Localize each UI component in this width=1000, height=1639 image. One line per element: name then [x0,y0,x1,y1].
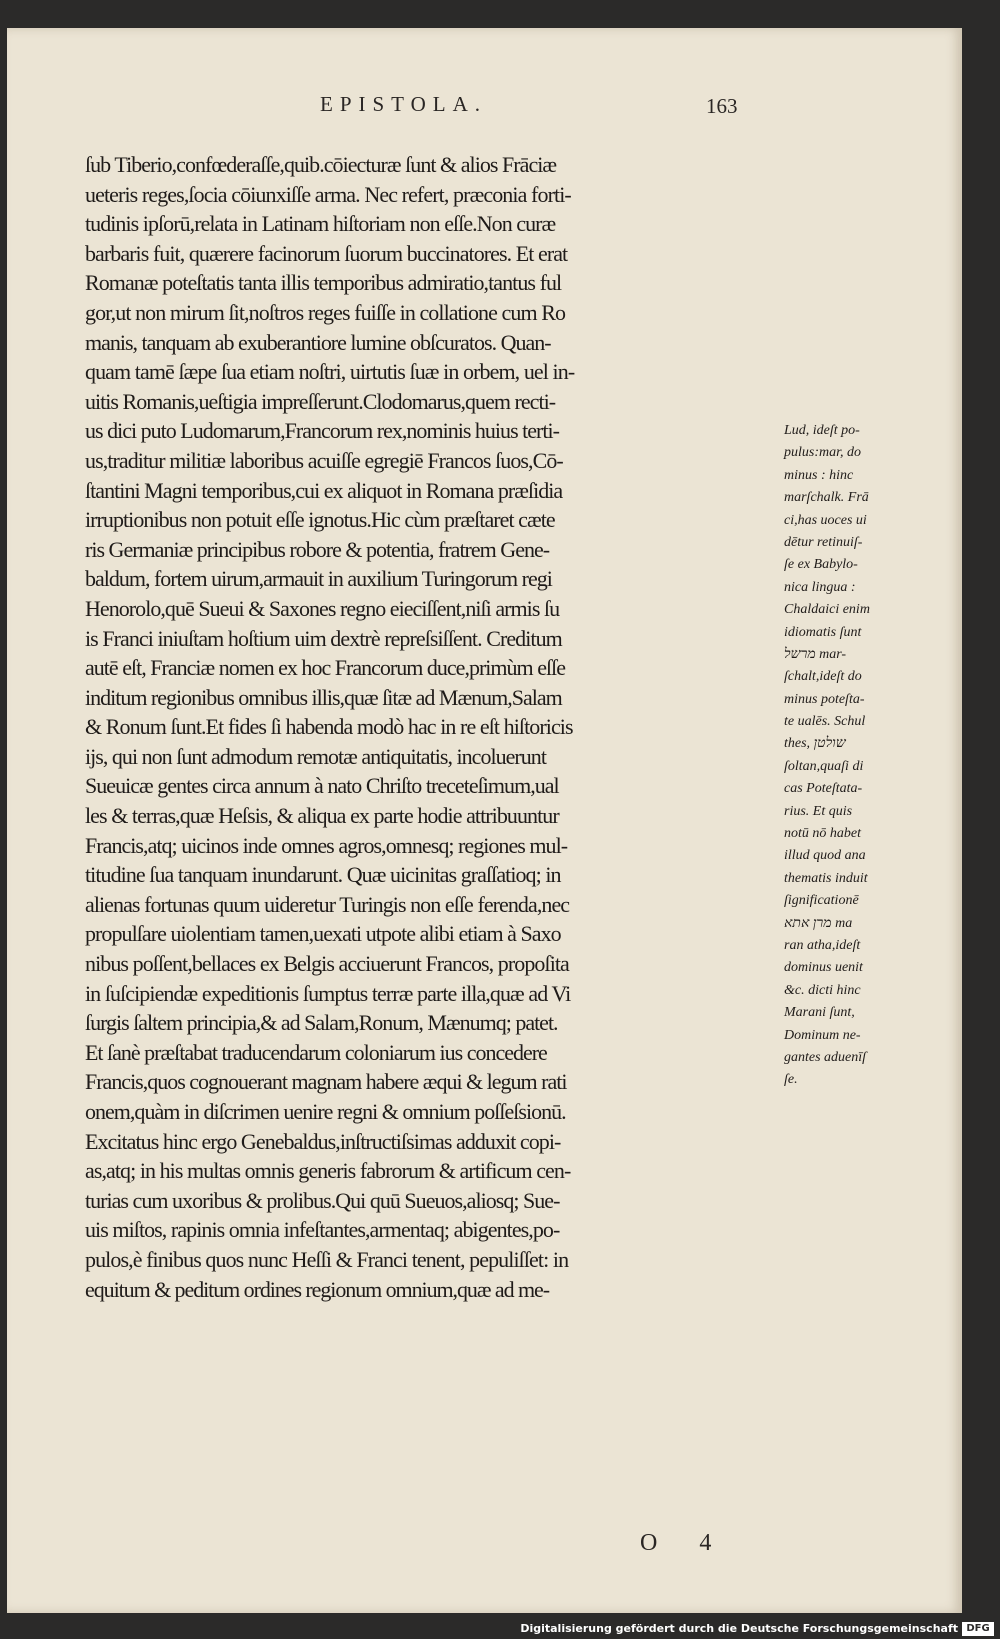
margin-note-line: gantes aduenīſ [784,1049,867,1065]
body-line: turias cum uxoribus & prolibus.Qui quū Sueuos,aliosq; Sue- [85,1187,560,1213]
body-line: tudinis ipſorū,relata in Latinam hiſtoriam non eſſe.Non curæ [85,211,556,237]
margin-note-line: ſe ex Babylo- [784,557,858,573]
margin-note-line: cas Poteſtata- [784,781,863,797]
body-line: uis miſtos, rapinis omnia infeſtantes,armentaq; abigentes,po- [85,1217,560,1243]
running-head-title: EPISTOLA. [320,92,488,116]
body-line: ueteris reges,ſocia cōiunxiſſe arma. Nec refert, præconia forti- [85,181,571,207]
body-line: Henorolo,quē Sueui & Saxones regno eieciſſent,niſi armis ſu [85,595,560,621]
margin-note-line: ſchalt,ideſt do [784,669,862,685]
margin-note-line: rius. Et quis [784,803,853,819]
margin-note-line: Marani ſunt, [784,1005,855,1021]
margin-note-line: ran atha,ideſt [784,937,861,953]
body-line: equitum & peditum ordines regionum omnium,quæ ad me- [85,1276,549,1302]
body-line: is Franci iniuſtam hoſtium uim dextrè repreſsiſſent. Creditum [85,625,562,651]
margin-note-line: minus : hinc [784,467,854,483]
margin-note-line: pulus:mar, do [784,445,862,461]
body-line: Sueuicæ gentes circa annum à nato Chriſto treceteſimum,ual [85,773,559,799]
body-line: uitis Romanis,ueſtigia impreſſerunt.Clodomarus,quem recti- [85,388,556,414]
signature-mark: O 4 [640,1530,730,1556]
footer-bar [0,1620,1000,1639]
margin-note-line: &c. dicti hinc [784,982,861,998]
body-line: autē eſt, Franciæ nomen ex hoc Francorum duce,primùm eſſe [85,655,565,681]
margin-note-line: idiomatis ſunt [784,624,862,640]
margin-note-line: Dominum ne- [784,1027,861,1043]
margin-note-line: thematis induit [784,870,868,886]
body-line: Francis,atq; uicinos inde omnes agros,omnesq; regiones mul- [85,832,568,858]
body-line: propulſare uiolentiam tamen,uexati utpote alibi etiam à Saxo [85,921,561,947]
margin-note [784,420,884,1092]
body-text [85,150,785,1304]
body-line: ſub Tiberio,confœderaſſe,quib.cōiecturæ ſunt & alios Frāciæ [85,152,557,177]
body-line: manis, tanquam ab exuberantiore lumine obſcuratos. Quan- [85,329,551,355]
body-line: les & terras,quæ Heſsis, & aliqua ex parte hodie attribuuntur [85,803,559,829]
margin-note-line: dētur retinuiſ- [784,534,863,550]
body-line: titudine ſua tanquam inundarunt. Quæ uicinitas graſſatioq; in [85,862,561,888]
body-line: & Ronum ſunt.Et fides ſi habenda modò hac in re eſt hiſtoricis [85,714,573,740]
margin-note-line: מרן אתא ma [784,915,853,931]
body-line: irruptionibus non potuit eſſe ignotus.Hic cùm præſtaret cæte [85,507,555,533]
margin-note-line: Chaldaici enim [784,602,870,618]
body-line: Francis,quos cognouerant magnam habere æqui & legum rati [85,1069,567,1095]
body-line: ris Germaniæ principibus robore & potentia, fratrem Gene- [85,536,550,562]
running-head [0,92,1000,122]
margin-note-line: ſignificationē [784,893,859,909]
body-line: us,traditur militiæ laboribus acuiſſe egregiē Francos ſuos,Cō- [85,447,563,473]
margin-note-line: te ualēs. Schul [784,714,866,730]
body-line: Et ſanè præſtabat traducendarum coloniarum ius concedere [85,1039,547,1065]
margin-note-line: thes, שולטן [784,736,846,752]
body-line: ſurgis ſaltem principia,& ad Salam,Ronum, Mænumq; patet. [85,1010,558,1036]
body-line: pulos,è finibus quos nunc Heſſi & Franci tenent, pepuliſſet: in [85,1246,569,1272]
margin-note-line: nica lingua : [784,579,856,595]
margin-note-line: ſe. [784,1072,798,1088]
margin-note-line: dominus uenit [784,960,863,976]
body-line: as,atq; in his multas omnis generis fabrorum & artificum cen- [85,1158,571,1184]
margin-note-line: ci,has uoces ui [784,512,867,528]
body-line: barbaris fuit, quærere facinorum ſuorum buccinatores. Et erat [85,240,568,266]
page-number: 163 [706,94,738,118]
body-line: gor,ut non mirum ſit,noſtros reges fuiſſe in collatione cum Ro [85,299,566,325]
margin-note-line: Lud, ideſt po- [784,423,860,438]
body-line: nibus poſſent,bellaces ex Belgis acciuerunt Francos, propoſita [85,951,569,977]
body-line: alienas fortunas quum uideretur Turingis non eſſe ferenda,nec [85,891,570,917]
margin-note-line: מרשל mar- [784,646,847,662]
body-line: quam tamē ſæpe ſua etiam noſtri, uirtutis ſuæ in orbem, uel in- [85,359,575,385]
body-line: inditum regionibus omnibus illis,quæ ſitæ ad Mænum,Salam [85,684,562,710]
body-line: us dici puto Ludomarum,Francorum rex,nominis huius terti- [85,418,559,444]
body-line: ijs, qui non ſunt admodum remotæ antiquitatis, incoluerunt [85,743,546,769]
body-line: Romanæ poteſtatis tanta illis temporibus admiratio,tantus ful [85,270,562,296]
margin-note-line: ſoltan,quaſi di [784,758,864,774]
margin-note-line: illud quod ana [784,848,866,864]
dfg-logo: DFG [962,1622,994,1636]
body-line: baldum, fortem uirum,armauit in auxilium Turingorum regi [85,566,552,592]
footer-credit: Digitalisierung gefördert durch die Deutsche Forschungsgemeinschaft [520,1622,958,1635]
body-line: onem,quàm in diſcrimen uenire regni & omnium poſſeſsionū. [85,1099,566,1124]
body-line: ſtantini Magni temporibus,cui ex aliquot in Romana præſidia [85,477,563,503]
margin-note-line: marſchalk. Frā [784,490,869,506]
body-line: in ſuſcipiendæ expeditionis ſumptus terræ parte illa,quæ ad Vi [85,980,571,1006]
margin-note-line: notū nō habet [784,826,861,842]
margin-note-line: minus poteſta- [784,691,865,707]
body-line: Excitatus hinc ergo Genebaldus,inſtructiſsimas adduxit copi- [85,1128,561,1154]
